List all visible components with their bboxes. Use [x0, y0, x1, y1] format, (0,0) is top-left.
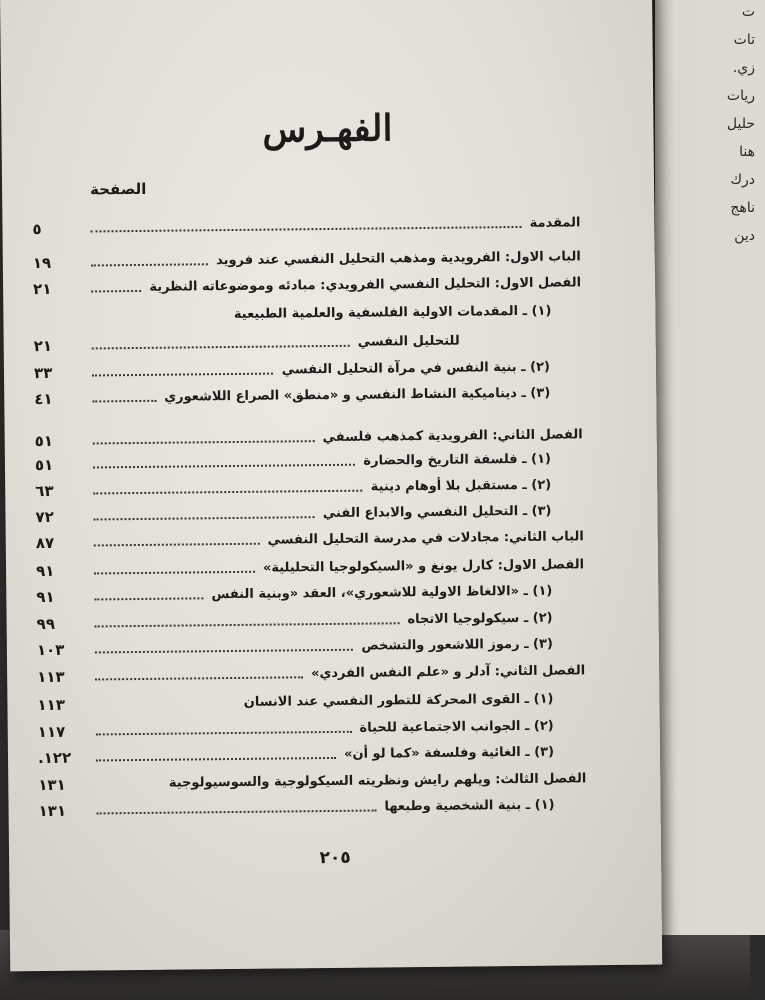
page-title: الفهـرس	[262, 107, 393, 151]
toc-entry	[34, 381, 582, 411]
toc-entry	[36, 606, 584, 636]
dot-leader	[92, 373, 273, 377]
adjacent-page-text: ريات	[726, 88, 755, 104]
toc-entry	[34, 355, 582, 385]
toc-entry	[38, 793, 586, 823]
toc-page-number	[33, 305, 87, 306]
toc-entry-label: (١) ـ فلسفة التاريخ والحضارة	[363, 451, 552, 469]
toc-page-number: ١٣١	[38, 775, 66, 795]
toc-page-number: ٩٩	[36, 614, 56, 634]
toc-entry	[37, 632, 585, 662]
dot-leader	[94, 597, 203, 600]
dot-leader	[93, 490, 362, 495]
toc-entry-label: (٣) ـ الغائية وفلسفة «كما لو أن»	[343, 744, 555, 762]
toc-entry	[35, 447, 583, 477]
toc-entry-label: (٣) ـ رموز اللاشعور والتشخص	[361, 636, 553, 654]
dot-leader	[93, 440, 315, 444]
dot-leader	[94, 543, 260, 547]
toc-entry-label: (٣) ـ ديناميكية النشاط النفسي و «منطق» الصراع اللاشعوري	[164, 385, 551, 405]
toc-entry	[33, 271, 581, 301]
toc-entry-label: (١) ـ بنية الشخصية وطبعها	[384, 797, 555, 815]
toc-entry-label: (١) ـ المقدمات الاولية الفلسفية والعلمية الطبيعية	[233, 303, 552, 322]
toc-entry	[33, 245, 581, 275]
dot-leader	[93, 464, 355, 469]
toc-page-number: ٢١	[33, 336, 53, 356]
toc-page-number: ٥١	[34, 455, 54, 475]
toc-entry-label: (٢) ـ الجوانب الاجتماعية للحياة	[359, 718, 554, 736]
adjacent-page	[655, 0, 765, 935]
toc-entry-label: (٢) ـ سيكولوجيا الاتجاه	[407, 610, 553, 628]
toc-entry-label: المقدمة	[529, 215, 581, 231]
toc-entry-label: (٢) ـ مستقبل بلا أوهام دينية	[370, 477, 552, 495]
toc-page-number: ١٠٣	[36, 640, 65, 660]
dot-leader	[96, 757, 336, 762]
adjacent-page-text: ناهج	[730, 200, 755, 216]
toc-entry	[38, 767, 586, 797]
toc-entry	[38, 714, 586, 744]
dot-leader	[91, 290, 141, 293]
dot-leader	[97, 810, 377, 815]
toc-entry-label: الفصل الثاني: الفرويدية كمذهب فلسفي	[322, 427, 583, 446]
dot-leader	[94, 571, 255, 575]
toc-entry-label: للتحليل النفسي	[357, 333, 460, 350]
toc-entry	[36, 553, 584, 583]
toc-page-number: ١٣١	[38, 801, 67, 821]
toc-page-number: ٤١	[34, 389, 53, 409]
toc-entry-label: الفصل الاول: التحليل النفسي الفرويدي: مبادئه وموضوعاته النظرية	[149, 275, 582, 295]
toc-page-number: ٢١	[33, 279, 52, 299]
dot-leader	[96, 731, 352, 736]
toc-page-number: ٩١	[36, 587, 55, 607]
toc-entry	[36, 579, 584, 609]
toc-entry-label: الفصل الثاني: آدلر و «علم النفس الفردي»	[310, 663, 586, 682]
toc-entry	[35, 473, 583, 503]
dot-leader	[92, 400, 156, 403]
toc-page-number: ٥	[32, 219, 42, 239]
toc-entry	[33, 299, 581, 329]
toc-entry-label: (١) ـ «الالغاظ الاولية للاشعوري»، العقد «وبنية النفس	[211, 583, 553, 603]
toc-entry	[36, 525, 584, 555]
toc-entry	[37, 659, 585, 689]
dot-leader	[95, 622, 400, 627]
toc-entry-label: الفصل الاول: كارل يونغ و «السيكولوجيا التحليلية»	[262, 557, 585, 576]
dot-leader	[91, 263, 208, 266]
toc-page-number: ٣٣	[33, 363, 53, 383]
dot-leader	[94, 516, 315, 520]
toc-page-number: ٧٢	[35, 507, 54, 527]
dot-leader	[92, 345, 350, 350]
adjacent-page-text: حليل	[726, 116, 755, 132]
adjacent-page-text: درك	[730, 172, 755, 188]
adjacent-page-text: ت	[741, 4, 755, 20]
toc-page-number: ١٩	[32, 253, 52, 273]
toc-page-number: ٩١	[35, 561, 55, 581]
toc-page-number: ١١٣	[37, 667, 65, 687]
toc-entry	[34, 328, 582, 358]
toc-entry	[37, 687, 585, 717]
adjacent-page-text: هنا	[739, 144, 755, 160]
toc-entry	[38, 740, 586, 770]
adjacent-page-text: تات	[733, 32, 755, 48]
toc-entry-label: (١) ـ القوى المحركة للتطور النفسي عند الانسان	[243, 691, 554, 710]
toc-entry-label: الفصل الثالث: ويلهم رايش ونظريته السيكولوجية والسوسيولوجية	[168, 771, 587, 791]
page-number: ٢٠٥	[319, 847, 351, 869]
adjacent-page-text: دين	[734, 228, 755, 244]
toc-page-number: ١١٣	[37, 695, 66, 715]
dot-leader	[95, 649, 353, 654]
toc-page-number: ٥١	[34, 431, 54, 451]
dot-leader	[91, 226, 522, 233]
adjacent-page-text: زي.	[732, 60, 755, 76]
toc-entry	[32, 211, 580, 241]
toc-page-number: ٦٣	[35, 481, 54, 501]
toc-entry	[35, 499, 583, 529]
dot-leader	[95, 676, 303, 680]
toc-entry-label: الباب الاول: الفرويدية ومذهب التحليل النفسي عند فرويد	[215, 249, 581, 269]
toc-entry-label: الباب الثاني: مجادلات في مدرسة التحليل النفسي	[267, 529, 584, 548]
toc-entry-label: (٢) ـ بنية النفس في مرآة التحليل النفسي	[281, 359, 551, 378]
toc-entry-label: (٣) ـ التحليل النفسي والابداع الفني	[322, 503, 552, 522]
page-column-header: الصفحة	[89, 179, 147, 199]
toc-page-number: ٨٧	[35, 533, 55, 553]
toc-page-number: ١٢٢.	[37, 748, 72, 768]
toc-page-number: ١١٧	[37, 722, 66, 742]
